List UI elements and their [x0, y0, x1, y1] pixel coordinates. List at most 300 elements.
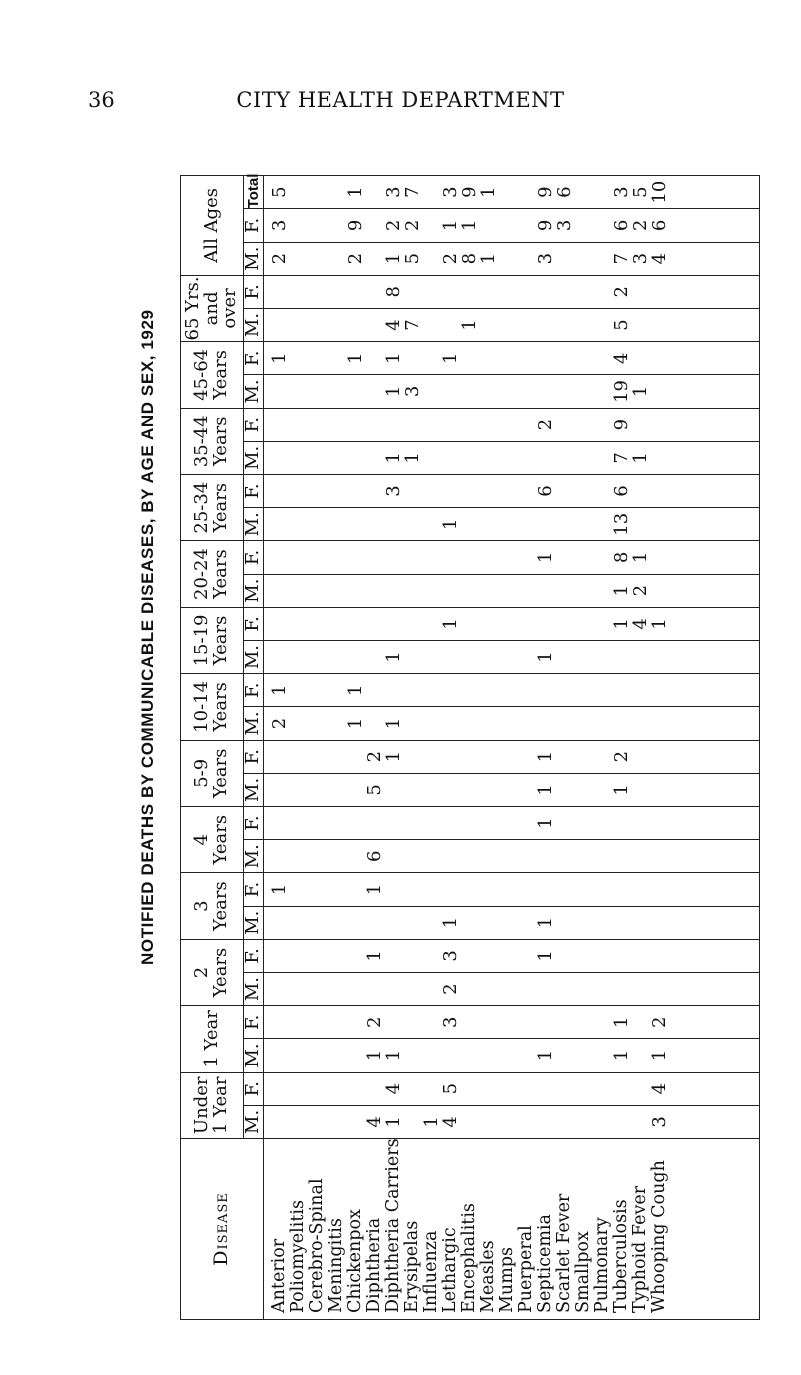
table-cell — [517, 707, 536, 739]
table-cell — [631, 409, 650, 441]
table-cell — [555, 541, 574, 573]
table-cell — [365, 807, 384, 839]
table-cell — [498, 342, 517, 374]
table-cell — [612, 1073, 631, 1105]
table-cell — [574, 1106, 593, 1138]
table-cell — [650, 973, 669, 1005]
table-cell — [327, 209, 346, 241]
table-cell — [593, 176, 612, 208]
table-cell — [403, 873, 422, 905]
table-cell: 1 — [610, 784, 632, 796]
table-cell — [593, 840, 612, 872]
table-cell: 1 — [477, 252, 499, 265]
table-cell — [479, 375, 498, 407]
table-cell — [593, 276, 612, 308]
table-cell — [498, 641, 517, 673]
table-cell: 4 — [629, 618, 651, 630]
table-cell — [422, 608, 441, 640]
age-header: Under 1 Year — [181, 1072, 244, 1138]
table-cell — [650, 375, 669, 407]
disease-name: Chickenpox — [344, 1209, 365, 1313]
table-cell — [270, 575, 289, 607]
table-cell — [403, 641, 422, 673]
table-cell — [422, 774, 441, 806]
table-cell: 1 — [534, 750, 556, 763]
table-cell — [289, 508, 308, 540]
table-cell — [346, 575, 365, 607]
table-cell — [384, 940, 403, 972]
table-cell — [270, 973, 289, 1005]
disease-name: Puerperal — [515, 1225, 536, 1313]
table-cell — [365, 973, 384, 1005]
table-cell — [422, 807, 441, 839]
table-cell — [593, 209, 612, 241]
data-column — [263, 275, 759, 308]
male-header: M. — [244, 441, 264, 474]
table-cell — [498, 243, 517, 275]
table-cell — [422, 1039, 441, 1071]
table-cell — [327, 243, 346, 275]
table-cell: 1 — [382, 1116, 404, 1128]
age-header: 35-44 Years — [181, 408, 244, 474]
table-cell — [517, 1106, 536, 1138]
table-cell — [441, 442, 460, 474]
table-cell — [422, 243, 441, 275]
table-cell — [270, 409, 289, 441]
table-cell: 1 — [382, 717, 404, 730]
table-cell: 3 — [439, 950, 461, 962]
table-cell — [498, 176, 517, 208]
table-cell — [270, 641, 289, 673]
data-column — [263, 740, 759, 773]
table-cell: 1 — [610, 584, 632, 597]
table-cell — [441, 774, 460, 806]
table-cell — [631, 1039, 650, 1071]
disease-name: Diphtheria Carriers — [382, 1138, 403, 1313]
deaths-table — [180, 175, 760, 1320]
age-header: 65 Yrs. and over — [181, 275, 244, 341]
table-cell — [498, 1106, 517, 1138]
table-cell: 1 — [439, 518, 461, 530]
table-cell — [593, 674, 612, 706]
table-cell — [650, 873, 669, 905]
table-cell — [631, 475, 650, 507]
table-cell: 9 — [458, 186, 480, 198]
table-cell — [517, 873, 536, 905]
table-cell — [460, 1106, 479, 1138]
table-cell — [498, 873, 517, 905]
table-cell — [631, 840, 650, 872]
table-cell — [403, 508, 422, 540]
disease-name: Pulmonary — [591, 1217, 612, 1313]
table-cell: 2 — [629, 219, 651, 232]
table-cell — [517, 276, 536, 308]
table-cell — [308, 276, 327, 308]
table-cell — [517, 840, 536, 872]
table-cell — [631, 1073, 650, 1105]
table-cell: 4 — [382, 1082, 404, 1095]
table-cell — [479, 475, 498, 507]
table-cell — [289, 1073, 308, 1105]
table-cell — [555, 409, 574, 441]
table-cell — [555, 508, 574, 540]
table-cell — [536, 1006, 555, 1038]
table-cell: 5 — [629, 186, 651, 198]
table-cell — [555, 873, 574, 905]
table-cell — [593, 707, 612, 739]
table-cell: 1 — [382, 452, 404, 464]
total-header: Total — [244, 173, 262, 209]
table-cell — [517, 641, 536, 673]
table-cell — [650, 674, 669, 706]
table-cell — [574, 1073, 593, 1105]
table-cell — [403, 707, 422, 739]
table-cell — [327, 375, 346, 407]
table-cell — [308, 209, 327, 241]
table-cell: 7 — [610, 252, 632, 265]
table-cell — [308, 873, 327, 905]
table-cell — [650, 641, 669, 673]
table-cell: 2 — [382, 219, 404, 232]
table-cell — [498, 907, 517, 939]
table-cell — [308, 508, 327, 540]
table-cell: 2 — [648, 1016, 670, 1029]
age-header: 20-24 Years — [181, 541, 244, 607]
data-column — [263, 1105, 759, 1138]
table-cell — [327, 641, 346, 673]
table-cell — [650, 707, 669, 739]
table-cell — [593, 1006, 612, 1038]
table-cell — [327, 674, 346, 706]
table-cell — [460, 1073, 479, 1105]
table-cell — [289, 575, 308, 607]
table-cell — [346, 409, 365, 441]
age-header: All Ages — [181, 176, 244, 276]
female-header: F. — [244, 607, 264, 640]
table-cell: 3 — [439, 1016, 461, 1029]
table-cell — [555, 707, 574, 739]
data-column — [263, 972, 759, 1005]
table-cell — [460, 442, 479, 474]
data-column — [263, 375, 759, 408]
table-cell — [460, 1006, 479, 1038]
data-column — [263, 1072, 759, 1105]
table-cell — [460, 1039, 479, 1071]
table-cell: 1 — [534, 651, 556, 663]
table-cell — [346, 475, 365, 507]
table-cell — [403, 541, 422, 573]
table-cell — [422, 541, 441, 573]
table-cell — [631, 774, 650, 806]
female-header: F. — [244, 1072, 264, 1105]
table-cell: 1 — [363, 883, 385, 896]
table-cell — [346, 1006, 365, 1038]
table-cell — [517, 176, 536, 208]
table-cell — [403, 940, 422, 972]
female-header: F. — [244, 939, 264, 972]
table-cell — [365, 442, 384, 474]
table-cell: 6 — [648, 219, 670, 232]
table-cell — [479, 442, 498, 474]
rotated-table-wrapper — [180, 175, 760, 1320]
table-cell — [593, 243, 612, 275]
table-cell: 1 — [363, 950, 385, 962]
table-cell — [365, 907, 384, 939]
table-cell — [384, 1006, 403, 1038]
table-cell: 1 — [439, 916, 461, 929]
table-cell — [631, 741, 650, 773]
table-cell — [365, 575, 384, 607]
table-cell: 3 — [401, 385, 423, 398]
table-cell — [612, 807, 631, 839]
table-cell — [289, 375, 308, 407]
disease-name: Influenza — [420, 1230, 441, 1313]
table-cell — [574, 409, 593, 441]
table-cell — [612, 840, 631, 872]
table-cell — [422, 409, 441, 441]
table-cell — [498, 309, 517, 341]
table-cell — [555, 1073, 574, 1105]
table-cell — [308, 940, 327, 972]
table-cell — [403, 907, 422, 939]
table-cell — [422, 641, 441, 673]
table-cell — [327, 1073, 346, 1105]
table-cell — [479, 907, 498, 939]
table-cell — [593, 342, 612, 374]
table-cell — [327, 541, 346, 573]
table-cell — [365, 375, 384, 407]
table-cell — [441, 475, 460, 507]
table-cell — [384, 973, 403, 1005]
data-column — [263, 441, 759, 474]
disease-name: Encephalitis — [458, 1203, 479, 1313]
table-cell — [593, 1073, 612, 1105]
table-cell — [650, 840, 669, 872]
table-cell — [517, 209, 536, 241]
table-cell — [460, 641, 479, 673]
table-cell — [479, 309, 498, 341]
table-cell: 5 — [268, 186, 290, 198]
table-cell — [612, 641, 631, 673]
table-cell — [308, 608, 327, 640]
table-cell: 1 — [382, 352, 404, 364]
table-cell — [289, 973, 308, 1005]
table-cell — [441, 541, 460, 573]
table-cell — [460, 541, 479, 573]
data-column — [263, 1006, 759, 1039]
table-cell — [289, 741, 308, 773]
table-cell: 8 — [458, 252, 480, 265]
table-cell — [555, 375, 574, 407]
table-cell — [422, 442, 441, 474]
table-cell — [308, 907, 327, 939]
table-cell: 5 — [439, 1082, 461, 1095]
table-cell — [517, 1006, 536, 1038]
table-cell — [574, 873, 593, 905]
table-cell — [327, 442, 346, 474]
data-column — [263, 474, 759, 507]
table-cell — [327, 276, 346, 308]
table-cell — [631, 1106, 650, 1138]
table-cell — [289, 674, 308, 706]
table-cell — [403, 409, 422, 441]
male-header: M. — [244, 1105, 264, 1138]
table-cell: 1 — [534, 817, 556, 829]
table-cell — [536, 309, 555, 341]
table-cell — [612, 707, 631, 739]
female-header: F. — [244, 674, 264, 707]
table-cell — [555, 741, 574, 773]
data-column — [263, 176, 759, 209]
table-cell — [460, 840, 479, 872]
table-cell: 7 — [401, 319, 423, 331]
table-cell: 1 — [344, 352, 366, 364]
table-cell — [365, 276, 384, 308]
table-cell — [346, 375, 365, 407]
table-cell: 1 — [629, 551, 651, 564]
table-cell — [346, 508, 365, 540]
table-cell — [574, 442, 593, 474]
table-cell — [574, 674, 593, 706]
table-cell — [498, 442, 517, 474]
table-cell — [555, 1039, 574, 1071]
table-cell — [270, 1039, 289, 1071]
table-cell — [441, 840, 460, 872]
table-cell — [270, 475, 289, 507]
table-cell — [650, 342, 669, 374]
disease-name: Meningitis — [325, 1218, 346, 1313]
table-cell — [555, 641, 574, 673]
table-cell — [574, 940, 593, 972]
table-cell — [650, 575, 669, 607]
age-header: 2 Years — [181, 939, 244, 1005]
table-cell — [460, 807, 479, 839]
table-cell — [574, 475, 593, 507]
table-cell — [403, 276, 422, 308]
table-cell — [327, 907, 346, 939]
table-cell — [479, 1073, 498, 1105]
table-cell — [422, 1006, 441, 1038]
table-cell — [384, 608, 403, 640]
disease-name: Septicemia — [534, 1214, 555, 1313]
table-cell — [384, 508, 403, 540]
table-cell — [574, 608, 593, 640]
table-cell — [498, 741, 517, 773]
table-cell — [346, 1073, 365, 1105]
table-cell — [422, 276, 441, 308]
table-cell — [479, 276, 498, 308]
table-cell — [460, 674, 479, 706]
table-cell: 2 — [629, 584, 651, 597]
table-cell — [460, 774, 479, 806]
table-cell — [555, 442, 574, 474]
table-cell: 1 — [382, 385, 404, 398]
table-cell — [441, 741, 460, 773]
table-cell — [631, 907, 650, 939]
data-column — [263, 840, 759, 873]
table-cell: 1 — [344, 186, 366, 198]
table-cell: 1 — [458, 319, 480, 331]
table-cell — [460, 940, 479, 972]
table-cell — [460, 508, 479, 540]
table-cell — [574, 176, 593, 208]
table-cell — [650, 409, 669, 441]
table-cell — [346, 973, 365, 1005]
age-header: 1 Year — [181, 1006, 244, 1072]
table-cell — [517, 807, 536, 839]
table-cell — [479, 641, 498, 673]
male-header: M. — [244, 707, 264, 740]
table-cell — [479, 707, 498, 739]
table-cell — [650, 807, 669, 839]
table-cell — [517, 508, 536, 540]
table-cell — [308, 541, 327, 573]
table-cell — [479, 209, 498, 241]
table-cell — [308, 342, 327, 374]
table-cell — [327, 741, 346, 773]
table-cell — [270, 1073, 289, 1105]
table-cell — [270, 508, 289, 540]
table-cell: 1 — [534, 784, 556, 796]
disease-name: Mumps — [496, 1247, 517, 1313]
table-cell — [574, 342, 593, 374]
table-cell — [270, 608, 289, 640]
table-cell — [612, 907, 631, 939]
table-cell: 5 — [401, 252, 423, 265]
table-cell — [289, 774, 308, 806]
table-cell: 6 — [363, 850, 385, 862]
table-cell: 1 — [534, 950, 556, 962]
table-cell — [536, 575, 555, 607]
table-cell — [631, 674, 650, 706]
data-column — [263, 508, 759, 541]
table-cell — [403, 575, 422, 607]
table-cell — [270, 741, 289, 773]
disease-name: Smallpox — [572, 1231, 593, 1313]
table-cell — [555, 342, 574, 374]
table-cell — [536, 508, 555, 540]
table-cell — [365, 243, 384, 275]
table-cell — [441, 807, 460, 839]
table-cell — [289, 1106, 308, 1138]
table-cell: 1 — [382, 252, 404, 265]
table-cell: 3 — [553, 219, 575, 232]
data-column — [263, 806, 759, 839]
table-cell: 3 — [268, 219, 290, 232]
table-cell — [536, 1106, 555, 1138]
table-cell — [270, 907, 289, 939]
page-number: 36 — [88, 88, 115, 112]
table-cell — [308, 840, 327, 872]
table-cell — [270, 807, 289, 839]
table-cell — [479, 409, 498, 441]
table-cell — [384, 907, 403, 939]
table-cell — [403, 475, 422, 507]
table-cell — [517, 674, 536, 706]
table-cell — [327, 973, 346, 1005]
table-cell — [631, 807, 650, 839]
table-cell — [422, 309, 441, 341]
table-cell — [365, 176, 384, 208]
table-cell: 1 — [420, 1116, 442, 1128]
table-cell — [574, 840, 593, 872]
table-cell — [574, 641, 593, 673]
table-cell — [574, 1006, 593, 1038]
table-cell — [517, 541, 536, 573]
female-header: F. — [244, 474, 264, 507]
table-cell — [289, 541, 308, 573]
table-cell — [365, 707, 384, 739]
